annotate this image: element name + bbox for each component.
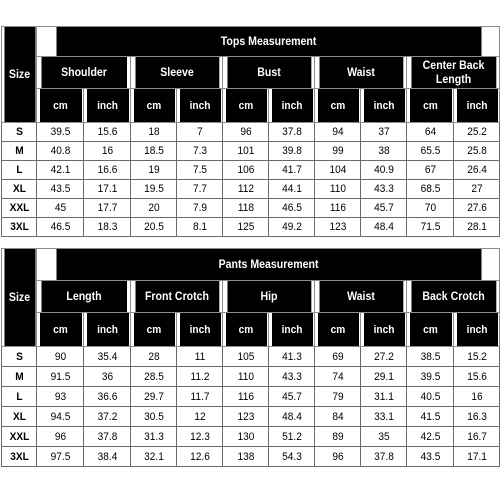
measurement-cell: 27.2 [362, 347, 404, 367]
measurement-cell: 7.3 [178, 142, 220, 161]
measurement-cell: 38 [362, 142, 404, 161]
size-cell: XXL [3, 199, 35, 218]
tops-unit-header: cm [132, 89, 174, 123]
measurement-cell: 42.5 [408, 427, 451, 447]
tops-unit-header: inch [362, 89, 404, 123]
measurement-cell: 28.1 [455, 218, 497, 237]
measurement-cell: 104 [316, 161, 358, 180]
pants-col-header: Back Crotch [410, 281, 496, 313]
measurement-cell: 40.5 [408, 387, 451, 407]
pants-col-header: Waist [318, 281, 403, 313]
pants-rows [2, 347, 500, 467]
tops-col-header: Center Back Length [410, 57, 496, 89]
measurement-cell: 17.1 [85, 180, 128, 199]
measurement-cell: 118 [224, 199, 266, 218]
measurement-cell: 138 [224, 447, 266, 467]
measurement-cell: 39.8 [270, 142, 312, 161]
measurement-cell: 17.7 [85, 199, 128, 218]
measurement-cell: 32.1 [132, 447, 174, 467]
measurement-cell: 96 [38, 427, 81, 447]
table-row [2, 218, 500, 237]
size-cell: XXL [3, 427, 35, 447]
measurement-cell: 7.5 [178, 161, 220, 180]
measurement-cell: 11 [178, 347, 220, 367]
tops-unit-header: inch [270, 89, 312, 123]
measurement-cell: 18.3 [85, 218, 128, 237]
measurement-cell: 28 [132, 347, 174, 367]
measurement-cell: 106 [224, 161, 266, 180]
measurement-cell: 130 [224, 427, 266, 447]
size-cell: XL [3, 407, 35, 427]
measurement-cell: 46.5 [270, 199, 312, 218]
measurement-cell: 39.5 [38, 123, 81, 142]
pants-unit-header: cm [132, 313, 174, 347]
size-cell: M [3, 142, 35, 161]
measurement-cell: 94 [316, 123, 358, 142]
size-cell: 3XL [3, 447, 35, 467]
measurement-cell: 41.3 [270, 347, 312, 367]
measurement-cell: 25.2 [455, 123, 497, 142]
measurement-cell: 123 [316, 218, 358, 237]
measurement-cell: 48.4 [362, 218, 404, 237]
measurement-cell: 112 [224, 180, 266, 199]
measurement-cell: 19 [132, 161, 174, 180]
measurement-cell: 97.5 [38, 447, 81, 467]
measurement-cell: 18 [132, 123, 174, 142]
measurement-cell: 40.9 [362, 161, 404, 180]
measurement-cell: 20 [132, 199, 174, 218]
measurement-cell: 29.1 [362, 367, 404, 387]
measurement-cell: 44.1 [270, 180, 312, 199]
measurement-cell: 65.5 [408, 142, 451, 161]
measurement-cell: 45.7 [270, 387, 312, 407]
measurement-cell: 11.2 [178, 367, 220, 387]
measurement-cell: 68.5 [408, 180, 451, 199]
measurement-cell: 48.4 [270, 407, 312, 427]
measurement-cell: 36.6 [85, 387, 128, 407]
tops-size-header: Size [3, 27, 35, 123]
measurement-cell: 116 [316, 199, 358, 218]
measurement-cell: 27 [455, 180, 497, 199]
measurement-cell: 70 [408, 199, 451, 218]
pants-unit-header: cm [224, 313, 266, 347]
measurement-cell: 43.5 [408, 447, 451, 467]
measurement-cell: 45 [38, 199, 81, 218]
measurement-cell: 35.4 [85, 347, 128, 367]
pants-col-header: Front Crotch [134, 281, 219, 313]
measurement-cell: 33.1 [362, 407, 404, 427]
tops-col-header: Sleeve [134, 57, 219, 89]
tops-unit-header: cm [316, 89, 358, 123]
measurement-cell: 26.4 [455, 161, 497, 180]
measurement-cell: 45.7 [362, 199, 404, 218]
table-row [2, 123, 500, 142]
table-row [2, 161, 500, 180]
tops-unit-header: cm [224, 89, 266, 123]
measurement-cell: 79 [316, 387, 358, 407]
measurement-cell: 91.5 [38, 367, 81, 387]
measurement-cell: 46.5 [38, 218, 81, 237]
measurement-cell: 7.9 [178, 199, 220, 218]
measurement-cell: 16.6 [85, 161, 128, 180]
tops-unit-header: inch [455, 89, 497, 123]
measurement-cell: 37 [362, 123, 404, 142]
measurement-cell: 110 [316, 180, 358, 199]
pants-measurement-table [1, 248, 500, 467]
table-row [2, 427, 500, 447]
tops-unit-header: inch [178, 89, 220, 123]
measurement-cell: 7.7 [178, 180, 220, 199]
measurement-cell: 49.2 [270, 218, 312, 237]
measurement-cell: 16 [85, 142, 128, 161]
pants-unit-header: cm [38, 313, 81, 347]
measurement-cell: 40.8 [38, 142, 81, 161]
pants-col-header: Hip [226, 281, 311, 313]
measurement-cell: 67 [408, 161, 451, 180]
measurement-cell: 12.6 [178, 447, 220, 467]
tops-col-header: Bust [226, 57, 311, 89]
pants-unit-header: inch [270, 313, 312, 347]
measurement-cell: 90 [38, 347, 81, 367]
measurement-cell: 41.5 [408, 407, 451, 427]
measurement-cell: 116 [224, 387, 266, 407]
measurement-cell: 35 [362, 427, 404, 447]
measurement-cell: 37.2 [85, 407, 128, 427]
measurement-cell: 99 [316, 142, 358, 161]
measurement-cell: 110 [224, 367, 266, 387]
measurement-cell: 69 [316, 347, 358, 367]
tops-title: Tops Measurement [55, 27, 481, 57]
measurement-cell: 64 [408, 123, 451, 142]
measurement-cell: 101 [224, 142, 266, 161]
table-row [2, 367, 500, 387]
measurement-cell: 15.2 [455, 347, 497, 367]
measurement-cell: 43.3 [270, 367, 312, 387]
measurement-cell: 42.1 [38, 161, 81, 180]
measurement-cell: 37.8 [270, 123, 312, 142]
tops-col-header: Waist [318, 57, 403, 89]
measurement-cell: 30.5 [132, 407, 174, 427]
measurement-cell: 51.2 [270, 427, 312, 447]
tops-col-header: Shoulder [40, 57, 126, 89]
size-cell: 3XL [3, 218, 35, 237]
tops-unit-header: cm [38, 89, 81, 123]
table-row [2, 199, 500, 218]
measurement-cell: 7 [178, 123, 220, 142]
measurement-cell: 31.1 [362, 387, 404, 407]
pants-unit-header: cm [408, 313, 451, 347]
measurement-cell: 74 [316, 367, 358, 387]
table-row [2, 447, 500, 467]
size-cell: L [3, 161, 35, 180]
pants-unit-header: inch [455, 313, 497, 347]
size-cell: S [3, 123, 35, 142]
measurement-cell: 54.3 [270, 447, 312, 467]
measurement-cell: 19.5 [132, 180, 174, 199]
measurement-cell: 39.5 [408, 367, 451, 387]
pants-col-header: Length [40, 281, 126, 313]
measurement-cell: 12.3 [178, 427, 220, 447]
measurement-cell: 84 [316, 407, 358, 427]
size-cell: XL [3, 180, 35, 199]
measurement-cell: 28.5 [132, 367, 174, 387]
measurement-cell: 43.3 [362, 180, 404, 199]
pants-unit-header: inch [85, 313, 128, 347]
measurement-cell: 8.1 [178, 218, 220, 237]
measurement-cell: 96 [224, 123, 266, 142]
pants-title: Pants Measurement [55, 249, 481, 281]
tops-unit-header: inch [85, 89, 128, 123]
measurement-cell: 20.5 [132, 218, 174, 237]
measurement-cell: 43.5 [38, 180, 81, 199]
measurement-cell: 12 [178, 407, 220, 427]
size-cell: S [3, 347, 35, 367]
measurement-cell: 105 [224, 347, 266, 367]
table-row [2, 142, 500, 161]
measurement-cell: 93 [38, 387, 81, 407]
measurement-cell: 36 [85, 367, 128, 387]
table-row [2, 387, 500, 407]
table-row [2, 407, 500, 427]
measurement-cell: 17.1 [455, 447, 497, 467]
tops-rows [2, 123, 500, 237]
measurement-cell: 123 [224, 407, 266, 427]
measurement-cell: 25.8 [455, 142, 497, 161]
measurement-cell: 11.7 [178, 387, 220, 407]
measurement-cell: 94.5 [38, 407, 81, 427]
measurement-cell: 15.6 [455, 367, 497, 387]
measurement-cell: 18.5 [132, 142, 174, 161]
measurement-cell: 29.7 [132, 387, 174, 407]
measurement-cell: 15.6 [85, 123, 128, 142]
size-cell: M [3, 367, 35, 387]
tops-measurement-table [1, 26, 500, 237]
measurement-cell: 16.3 [455, 407, 497, 427]
size-cell: L [3, 387, 35, 407]
tops-unit-header: cm [408, 89, 451, 123]
measurement-cell: 37.8 [362, 447, 404, 467]
measurement-cell: 27.6 [455, 199, 497, 218]
pants-unit-header: inch [178, 313, 220, 347]
measurement-cell: 89 [316, 427, 358, 447]
pants-unit-header: inch [362, 313, 404, 347]
measurement-cell: 41.7 [270, 161, 312, 180]
measurement-cell: 96 [316, 447, 358, 467]
measurement-cell: 125 [224, 218, 266, 237]
pants-size-header: Size [3, 249, 35, 347]
measurement-cell: 37.8 [85, 427, 128, 447]
measurement-cell: 71.5 [408, 218, 451, 237]
measurement-cell: 38.4 [85, 447, 128, 467]
measurement-cell: 31.3 [132, 427, 174, 447]
pants-unit-header: cm [316, 313, 358, 347]
measurement-cell: 38.5 [408, 347, 451, 367]
table-row [2, 180, 500, 199]
table-row [2, 347, 500, 367]
measurement-cell: 16.7 [455, 427, 497, 447]
measurement-cell: 16 [455, 387, 497, 407]
